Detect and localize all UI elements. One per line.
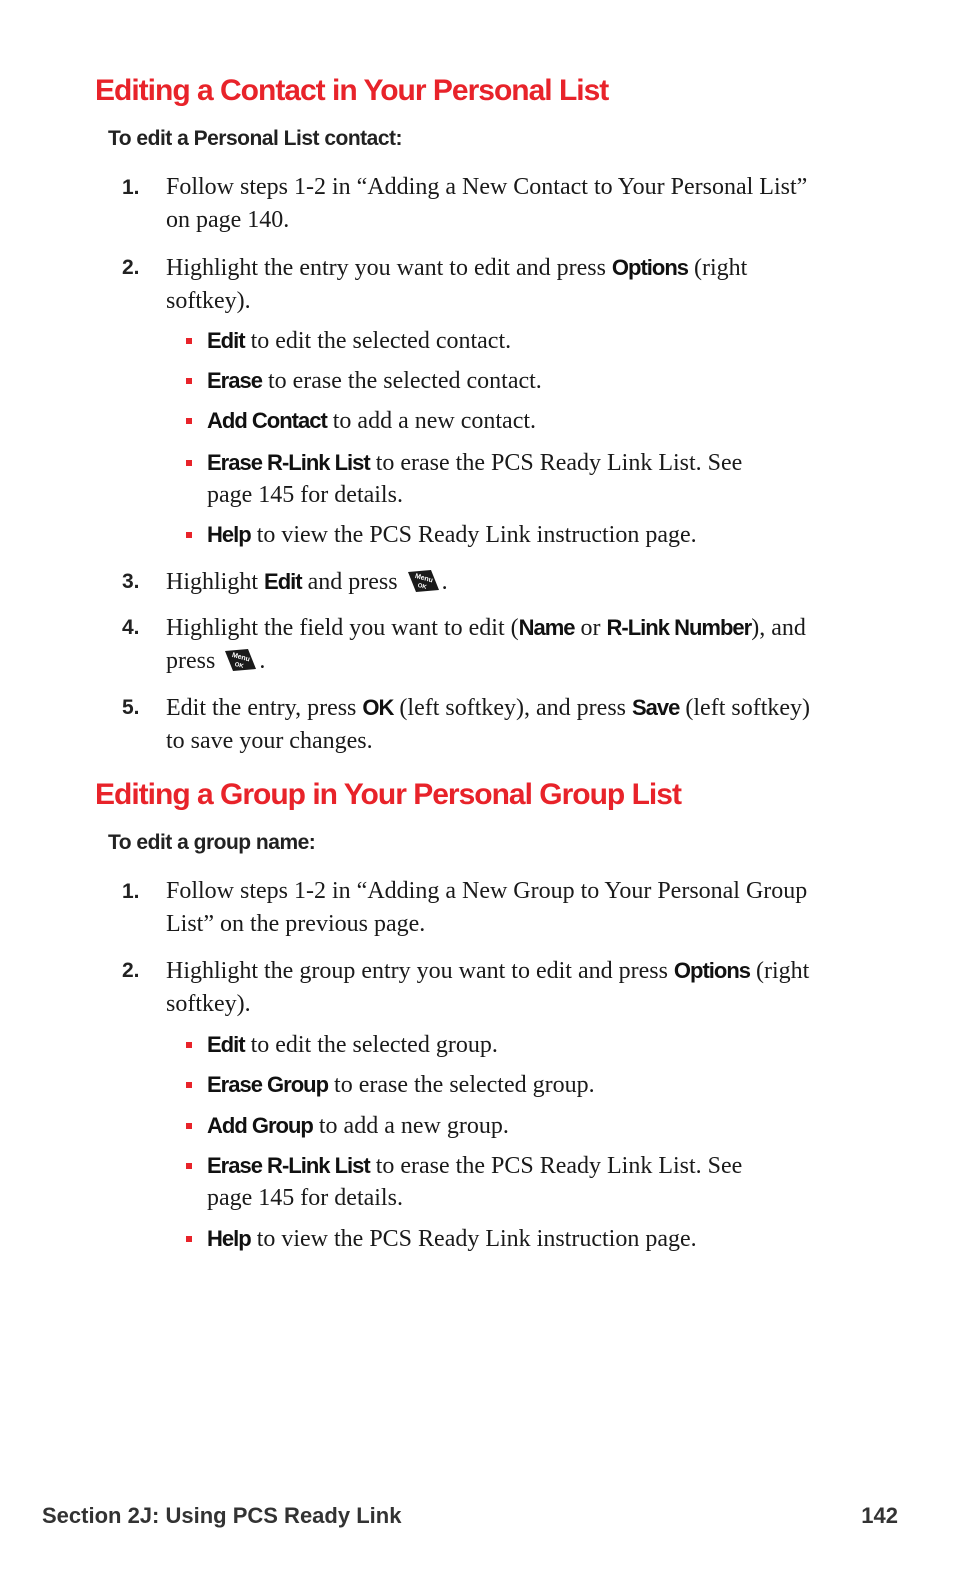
step-text: Highlight the group entry you want to edit and press Options (right softkey). — [166, 958, 810, 1017]
svg-text:OK: OK — [416, 582, 427, 591]
step-item — [122, 171, 822, 237]
bullet-square-icon — [186, 1082, 192, 1088]
bullet-square-icon — [186, 1123, 192, 1129]
section-heading-edit-contact: Editing a Contact in Your Personal List — [95, 74, 609, 107]
keyword: Name — [518, 615, 575, 640]
step-text: Edit the entry, press OK (left softkey), and press Save (left softkey) to save your changes. — [166, 695, 811, 754]
keyword: Erase Group — [207, 1072, 329, 1097]
step-text: Highlight the field you want to edit (Name or R-Link Number), and press Menu OK . — [166, 615, 806, 674]
step-text: Follow steps 1-2 in “Adding a New Group to Your Personal Group List” on the previous page. — [166, 878, 808, 937]
keyword: Erase R-Link List — [207, 1153, 370, 1178]
step-text: Highlight the entry you want to edit and press Options (right softkey). — [166, 255, 748, 314]
bullet-square-icon — [186, 378, 192, 384]
step-number: 3. — [122, 570, 140, 593]
menu-ok-key-icon — [222, 648, 258, 672]
bullet-square-icon — [186, 418, 192, 424]
keyword: Erase — [207, 368, 262, 393]
section-heading-edit-group: Editing a Group in Your Personal Group List — [95, 778, 681, 811]
keyword: Options — [673, 958, 751, 983]
keyword: Options — [611, 255, 689, 280]
footer-page-number: 142 — [861, 1503, 898, 1528]
keyword: Edit — [264, 569, 302, 594]
bullet-square-icon — [186, 338, 192, 344]
step-number: 5. — [122, 696, 140, 719]
bullet-square-icon — [186, 1163, 192, 1169]
bullet-item: Erase R-Link List to erase the PCS Ready Link List. See page 145 for details. — [186, 447, 746, 511]
step-item — [122, 691, 822, 758]
bullet-square-icon — [186, 460, 192, 466]
step-item — [122, 565, 822, 599]
keyword: R-Link Number — [606, 615, 752, 640]
step-item — [122, 611, 822, 678]
keyword: Add Contact — [207, 408, 327, 433]
keyword: Add Group — [207, 1113, 313, 1138]
svg-text:Menu: Menu — [413, 572, 434, 585]
bullet-item: Help to view the PCS Ready Link instruction page. — [186, 519, 806, 551]
bullet-item: Erase to erase the selected contact. — [186, 365, 806, 397]
bullet-item: Edit to edit the selected contact. — [186, 325, 806, 357]
bullet-item: Erase Group to erase the selected group. — [186, 1069, 806, 1101]
svg-text:Menu: Menu — [231, 651, 251, 664]
footer-section-title: Section 2J: Using PCS Ready Link — [42, 1503, 402, 1528]
step-number: 4. — [122, 616, 140, 639]
step-number: 2. — [122, 256, 140, 279]
svg-text:OK: OK — [234, 661, 245, 670]
step-number: 1. — [122, 880, 140, 903]
bullet-square-icon — [186, 1236, 192, 1242]
bullet-square-icon — [186, 532, 192, 538]
step-item — [122, 954, 822, 1021]
step-text: Highlight Edit and press Menu OK . — [166, 569, 448, 595]
bullet-item: Edit to edit the selected group. — [186, 1029, 806, 1061]
keyword: Save — [632, 695, 680, 720]
bullet-item: Add Contact to add a new contact. — [186, 405, 806, 437]
keyword: Help — [207, 522, 251, 547]
bullet-square-icon — [186, 1042, 192, 1048]
step-number: 1. — [122, 176, 140, 199]
step-item — [122, 251, 822, 318]
bullet-item: Help to view the PCS Ready Link instruction page. — [186, 1223, 806, 1255]
bullet-item: Erase R-Link List to erase the PCS Ready Link List. See page 145 for details. — [186, 1150, 746, 1214]
instruction-lead: To edit a group name: — [108, 831, 316, 854]
keyword: OK — [362, 695, 394, 720]
bullet-item: Add Group to add a new group. — [186, 1110, 806, 1142]
keyword: Edit — [207, 1032, 245, 1057]
step-item — [122, 875, 822, 941]
instruction-lead: To edit a Personal List contact: — [108, 127, 402, 150]
keyword: Erase R-Link List — [207, 450, 370, 475]
step-number: 2. — [122, 959, 140, 982]
keyword: Help — [207, 1226, 251, 1251]
menu-ok-key-icon — [405, 569, 441, 593]
step-text: Follow steps 1-2 in “Adding a New Contact to Your Personal List” on page 140. — [166, 174, 808, 233]
keyword: Edit — [207, 328, 245, 353]
